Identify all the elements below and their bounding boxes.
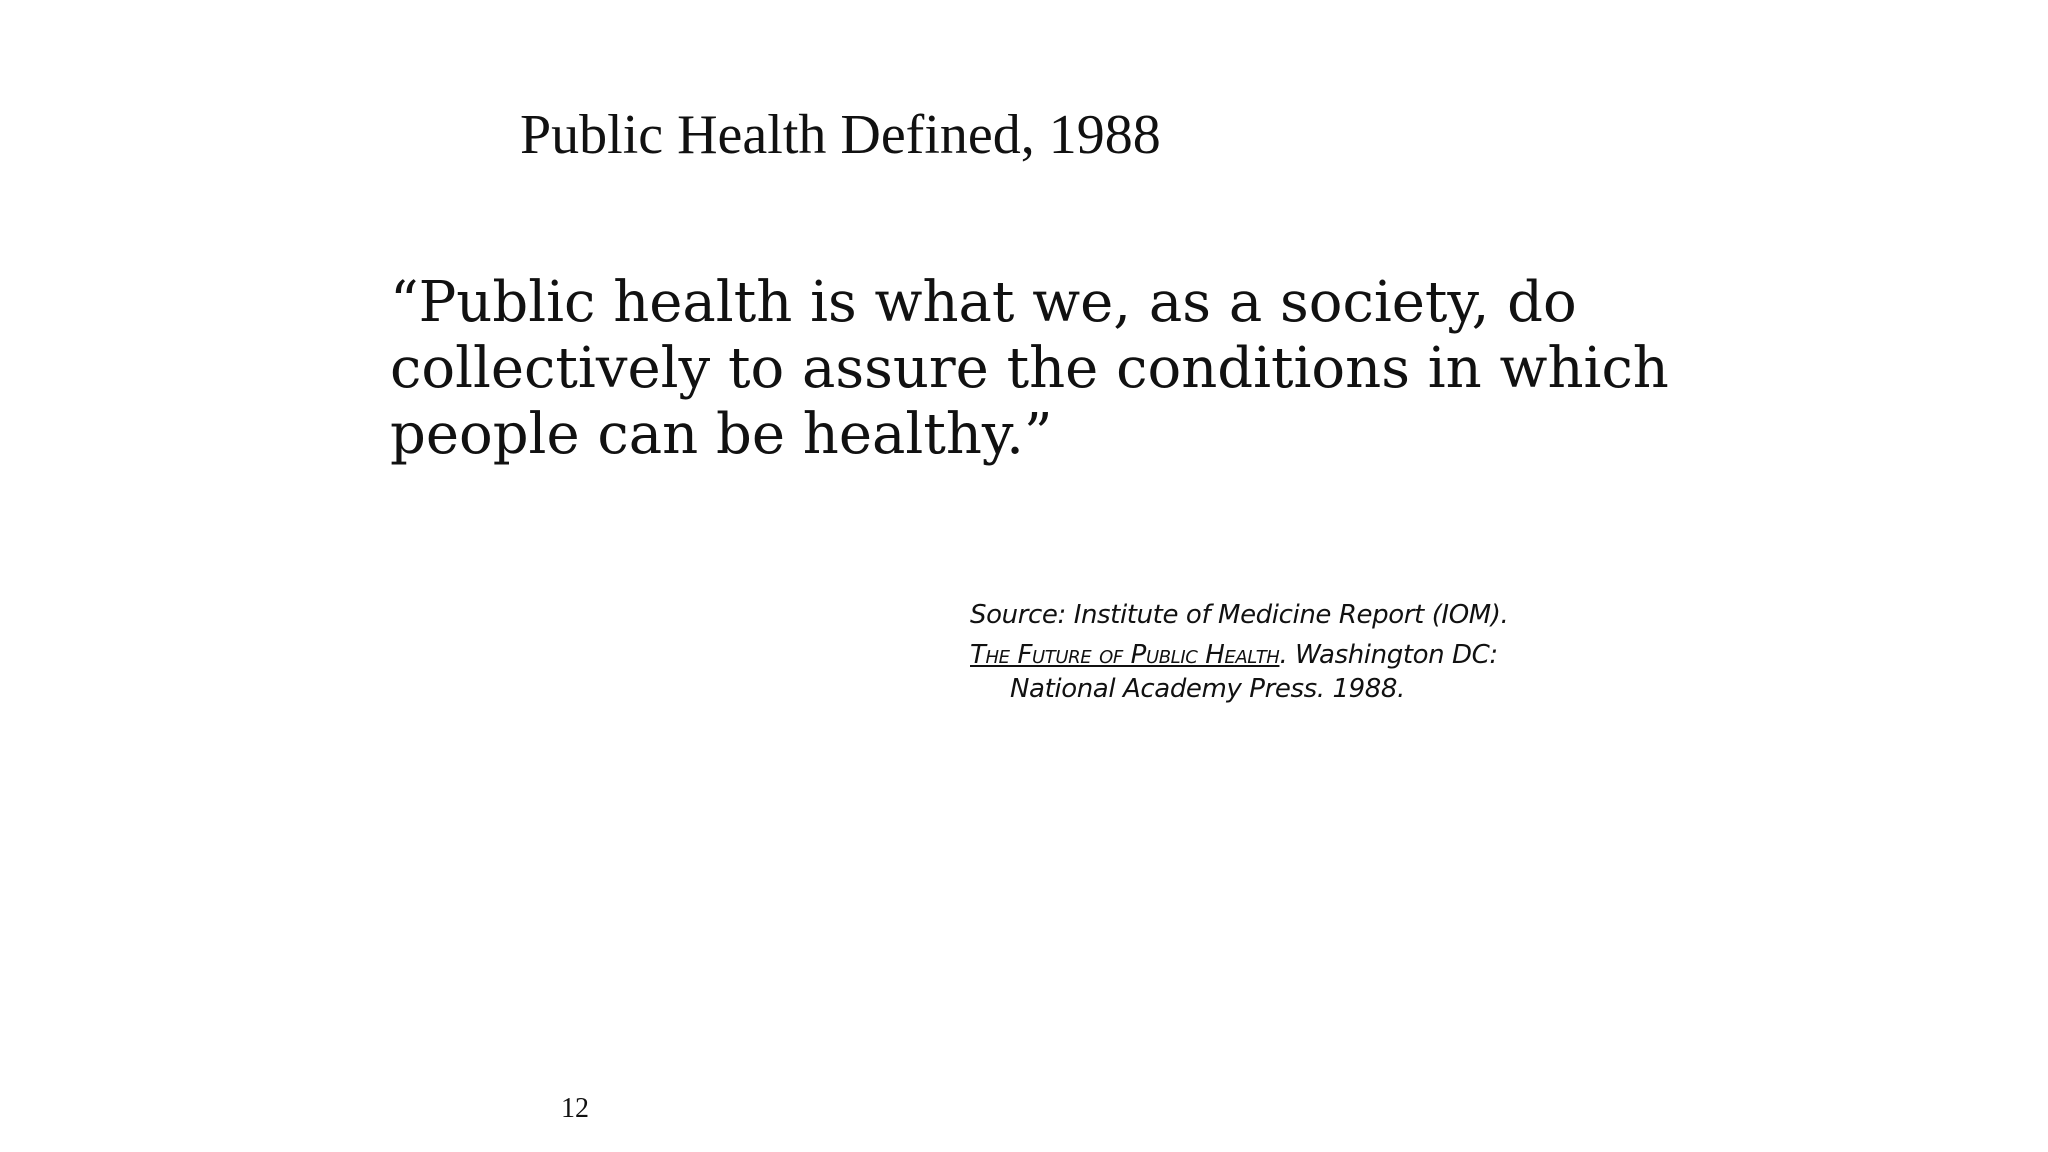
source-line: National Academy Press. 1988.	[1010, 674, 1405, 704]
quote-line: “Public health is what we, as a society, do	[390, 270, 1577, 335]
source-book-title: The Future of Public Health	[970, 640, 1280, 670]
slide-title: Public Health Defined, 1988	[520, 104, 1161, 166]
source-citation	[970, 598, 1570, 706]
source-line	[970, 638, 1570, 672]
source-line: Source: Institute of Medicine Report (IOM).	[970, 600, 1509, 630]
quote-line: people can be healthy.”	[390, 402, 1053, 467]
source-publisher-city: . Washington DC:	[1279, 640, 1498, 670]
quote-block	[390, 270, 1690, 468]
page-number: 12	[561, 1093, 589, 1124]
quote-line: collectively to assure the conditions in which	[390, 336, 1669, 401]
